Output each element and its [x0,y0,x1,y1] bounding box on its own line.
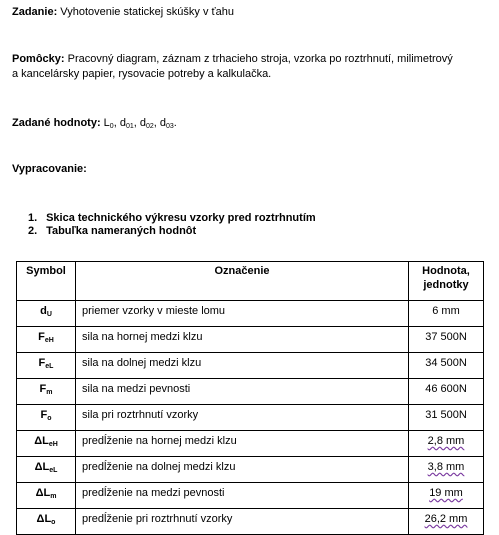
zadane-hodnoty-values: $L_0$, $d_{01}$, $d_{02}$, $d_{03}$. [103,117,177,130]
table-row [17,379,484,405]
cell-value: 46 600N [409,379,484,405]
cell-value: 2,8 mm [409,431,484,457]
vypracovanie-heading: Vypracovanie: [12,163,87,175]
table-row [17,457,484,483]
measurements-table [16,261,484,535]
zadane-hodnoty-line [12,116,177,131]
cell-symbol: $d_U$ [17,301,76,327]
pomocky-label: Pomôcky: [12,53,65,65]
cell-symbol: $F_m$ [17,379,76,405]
cell-description: predĺženie na medzi pevnosti [76,483,409,509]
header-hodnota: Hodnota, jednotky [409,262,484,301]
zadanie-text: Vyhotovenie statickej skúšky v ťahu [57,6,234,18]
cell-value: 37 500N [409,327,484,353]
cell-description: priemer vzorky v mieste lomu [76,301,409,327]
table-row [17,353,484,379]
pomocky-paragraph [12,52,453,82]
table-header-row [17,262,484,301]
header-oznacenie: Označenie [76,262,409,301]
cell-symbol: $F_{eH}$ [17,327,76,353]
header-symbol: Symbol [17,262,76,301]
cell-description: predĺženie pri roztrhnutí vzorky [76,509,409,535]
cell-symbol: $\Delta L_o$ [17,509,76,535]
cell-value: 19 mm [409,483,484,509]
cell-description: sila na dolnej medzi klzu [76,353,409,379]
cell-description: predĺženie na hornej medzi klzu [76,431,409,457]
table-row [17,483,484,509]
cell-description: sila na hornej medzi klzu [76,327,409,353]
table-row [17,301,484,327]
cell-value: 31 500N [409,405,484,431]
table-row [17,509,484,535]
list-item: 1. Skica technického výkresu vzorky pred roztrhnutím [28,212,316,224]
table-row [17,327,484,353]
cell-value: 3,8 mm [409,457,484,483]
cell-description: sila pri roztrhnutí vzorky [76,405,409,431]
cell-symbol: $F_o$ [17,405,76,431]
zadanie-label: Zadanie: [12,6,58,18]
cell-value: 6 mm [409,301,484,327]
pomocky-text-line1: Pracovný diagram, záznam z trhacieho stroja, vzorka po roztrhnutí, milimetrový [64,53,453,65]
table-row [17,431,484,457]
cell-value: 34 500N [409,353,484,379]
cell-symbol: $\Delta L_m$ [17,483,76,509]
cell-symbol: $\Delta L_{eL}$ [17,457,76,483]
cell-symbol: $\Delta L_{eH}$ [17,431,76,457]
cell-value: 26,2 mm [409,509,484,535]
cell-symbol: $F_{eL}$ [17,353,76,379]
table-row [17,405,484,431]
cell-description: sila na medzi pevnosti [76,379,409,405]
pomocky-text-line2: a kancelársky papier, rysovacie potreby a kalkulačka. [12,68,272,80]
zadane-hodnoty-label: Zadané hodnoty: [12,117,101,129]
numbered-list [28,212,316,238]
list-item: 2. Tabuľka nameraných hodnôt [28,225,197,237]
zadanie-line [12,5,234,20]
cell-description: predĺženie na dolnej medzi klzu [76,457,409,483]
